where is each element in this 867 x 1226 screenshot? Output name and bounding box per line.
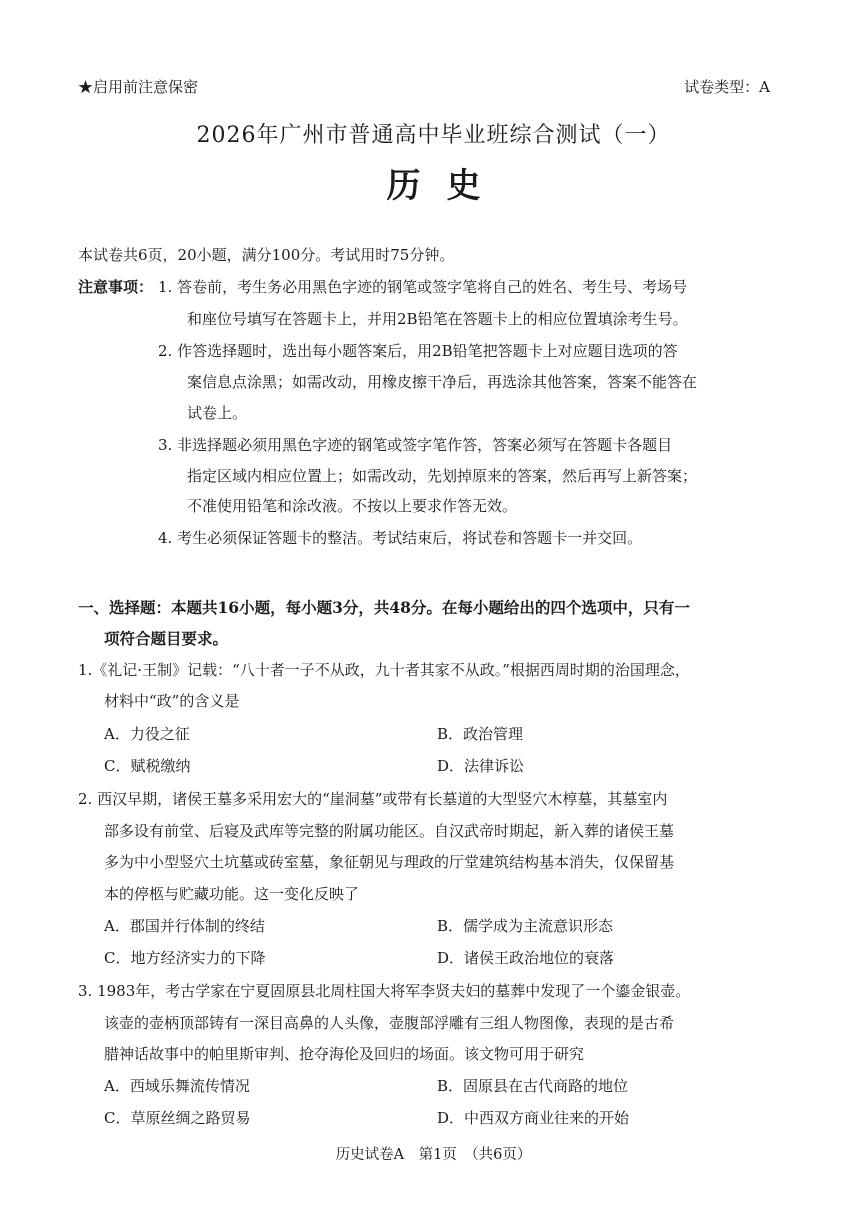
notice-item-2-line-1: 2. 作答选择题时，选出每小题答案后，用2B铅笔把答题卡上对应题目选项的答 <box>158 342 678 360</box>
question-3-stem-line-2: 该壶的壶柄顶部铸有一深目高鼻的人头像，壶腹部浮雕有三组人物图像，表现的是古希 <box>104 1014 675 1032</box>
exam-title: 2026年广州市普通高中毕业班综合测试（一） <box>196 123 671 148</box>
notice-item-1-line-2: 和座位号填写在答题卡上，并用2B铅笔在答题卡上的相应位置填涂考生号。 <box>187 310 688 328</box>
question-3-option-a: A．西域乐舞流传情况 <box>104 1077 250 1095</box>
notice-item-3-line-1: 3. 非选择题必须用黑色字迹的钢笔或签字笔作答，答案必须写在答题卡各题目 <box>158 436 673 454</box>
notice-item-3-line-2: 指定区域内相应位置上；如需改动，先划掉原来的答案，然后再写上新答案； <box>187 467 698 485</box>
subject-title: 历史 <box>386 166 507 206</box>
paper-type: 试卷类型：A <box>684 78 770 96</box>
notice-item-3-line-3: 不准使用铅笔和涂改液。不按以上要求作答无效。 <box>187 497 518 515</box>
question-1-stem-line-1: 1.《礼记·王制》记载：“八十者一子不从政，九十者其家不从政。”根据西周时期的治国理念， <box>78 661 690 679</box>
notice-item-1-line-1: 1. 答卷前，考生务必用黑色字迹的钢笔或签字笔将自己的姓名、考生号、考场号 <box>158 278 688 296</box>
question-2-option-a: A．郡国并行体制的终结 <box>104 917 265 935</box>
question-1-option-b: B．政治管理 <box>437 725 524 743</box>
confidential-notice <box>78 76 198 97</box>
notice-item-2-line-2: 案信息点涂黑；如需改动，用橡皮擦干净后，再选涂其他答案，答案不能答在 <box>187 373 698 391</box>
notice-item-2-line-3: 试卷上。 <box>187 404 248 422</box>
page-footer: 历史试卷A 第1页 （共6页） <box>335 1147 532 1163</box>
question-2-option-d: D．诸侯王政治地位的衰落 <box>437 949 615 967</box>
section-heading-line-2: 项符合题目要求。 <box>104 629 229 648</box>
question-1-option-c: C．赋税缴纳 <box>104 757 191 775</box>
question-2-option-c: C．地方经济实力的下降 <box>104 949 266 967</box>
confidential-text: 启用前注意保密 <box>93 78 199 96</box>
question-3-option-d: D．中西双方商业往来的开始 <box>437 1109 630 1127</box>
exam-intro: 本试卷共6页，20小题，满分100分。考试用时75分钟。 <box>78 246 455 264</box>
question-3-stem-line-3: 腊神话故事中的帕里斯审判、抢夺海伦及回归的场面。该文物可用于研究 <box>104 1045 585 1063</box>
section-heading-line-1: 一、选择题：本题共16小题，每小题3分，共48分。在每小题给出的四个选项中，只有一 <box>78 598 690 617</box>
question-2-stem-line-4: 本的停柩与贮藏功能。这一变化反映了 <box>104 885 360 903</box>
question-1-stem-line-2: 材料中“政”的含义是 <box>104 692 240 710</box>
question-1-option-a: A．力役之征 <box>104 725 190 743</box>
question-3-option-b: B．固原县在古代商路的地位 <box>437 1077 629 1095</box>
star-icon: ★ <box>78 78 94 96</box>
question-3-option-c: C．草原丝绸之路贸易 <box>104 1109 251 1127</box>
notice-label: 注意事项： <box>78 278 154 296</box>
question-2-stem-line-2: 部多设有前堂、后寝及武库等完整的附属功能区。自汉武帝时期起，新入葬的诸侯王墓 <box>104 822 675 840</box>
notice-item-4-line-1: 4. 考生必须保证答题卡的整洁。考试结束后，将试卷和答题卡一并交回。 <box>158 529 643 547</box>
question-3-stem-line-1: 3. 1983年，考古学家在宁夏固原县北周柱国大将军李贤夫妇的墓葬中发现了一个鎏金银壶。 <box>78 982 691 1000</box>
question-2-option-b: B．儒学成为主流意识形态 <box>437 917 614 935</box>
question-1-option-d: D．法律诉讼 <box>437 757 525 775</box>
question-2-stem-line-3: 多为中小型竖穴土坑墓或砖室墓，象征朝见与理政的厅堂建筑结构基本消失，仅保留基 <box>104 853 675 871</box>
question-2-stem-line-1: 2. 西汉早期，诸侯王墓多采用宏大的“崖洞墓”或带有长墓道的大型竖穴木椁墓，其墓室内 <box>78 790 668 808</box>
